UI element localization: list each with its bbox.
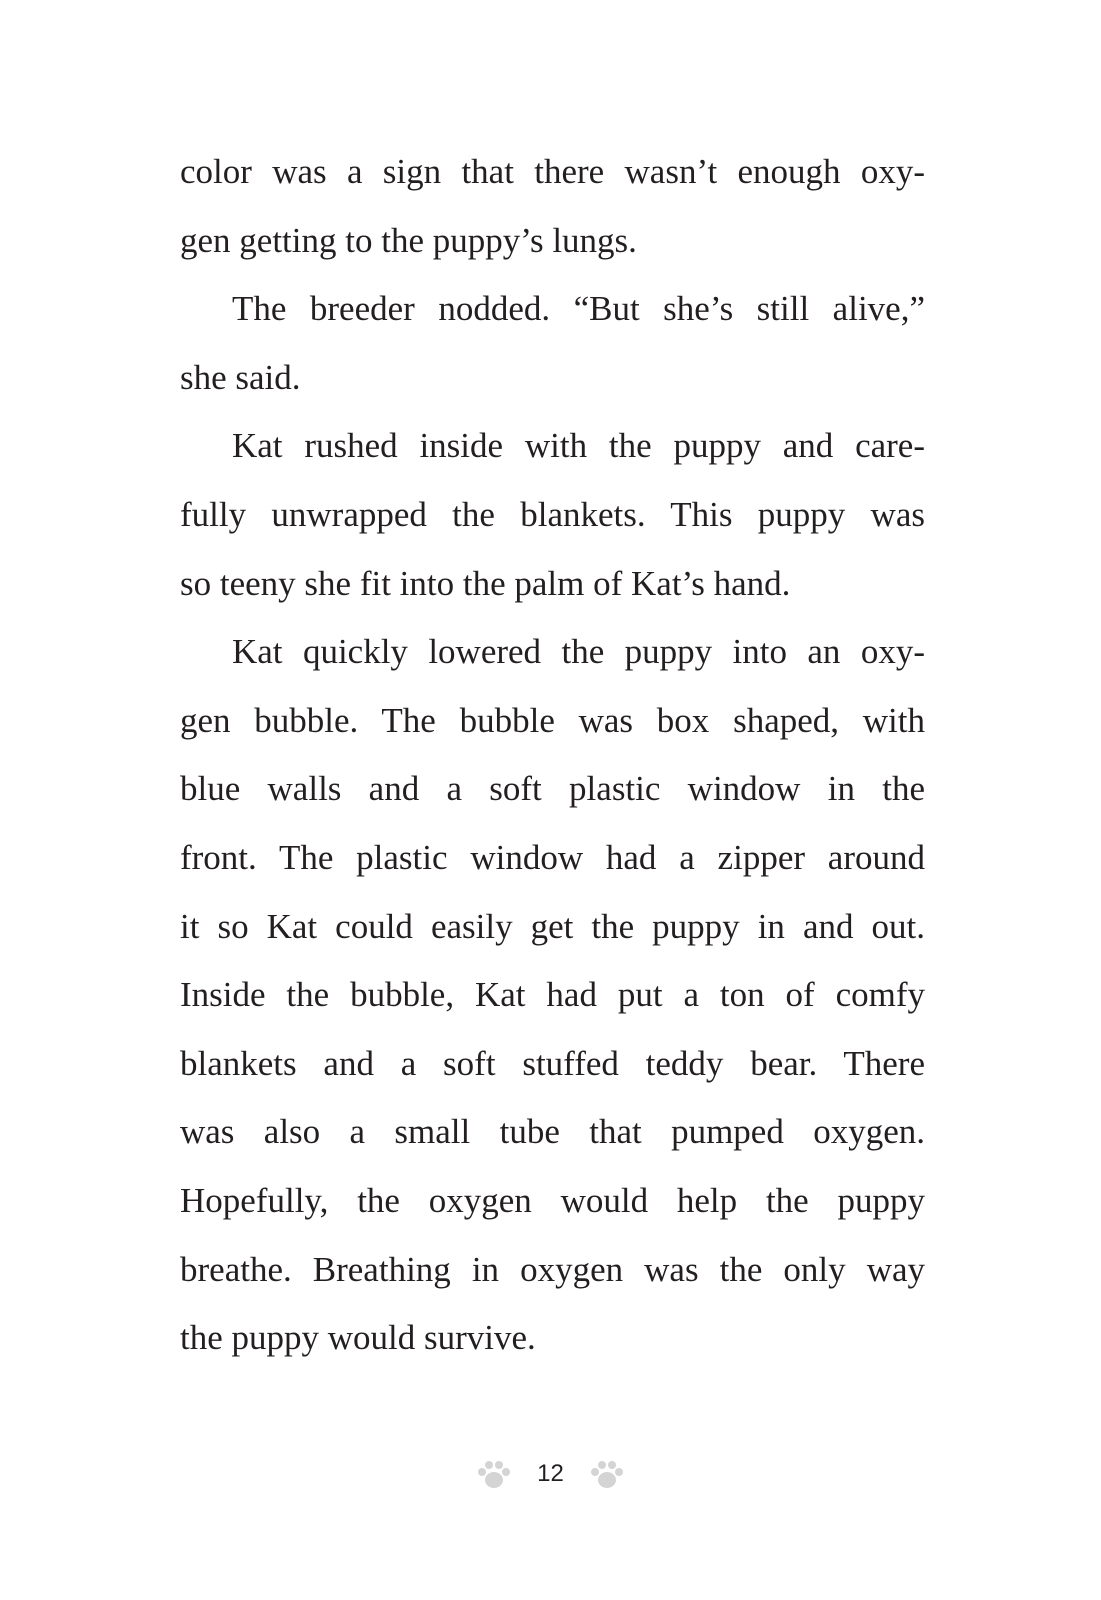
- text-line: color was a sign that there wasn’t enough oxy-: [180, 152, 925, 191]
- text-line: the puppy would survive.: [180, 1318, 536, 1358]
- text-line: breathe. Breathing in oxygen was the only way: [180, 1249, 925, 1289]
- text-line: The breeder nodded. “But she’s still alive,”: [232, 289, 925, 329]
- text-line: fully unwrapped the blankets. This puppy was: [180, 494, 925, 534]
- text-line: Inside the bubble, Kat had put a ton of comfy: [180, 975, 925, 1015]
- text-line: she said.: [180, 357, 301, 397]
- text-line: it so Kat could easily get the puppy in and out.: [180, 906, 925, 946]
- text-line: front. The plastic window had a zipper around: [180, 837, 925, 877]
- text-line: Kat rushed inside with the puppy and care-: [232, 426, 925, 466]
- page-footer: [0, 1458, 1101, 1490]
- text-line: Kat quickly lowered the puppy into an oxy-: [232, 632, 925, 672]
- body-text: [180, 138, 925, 1373]
- text-line: so teeny she fit into the palm of Kat’s hand.: [180, 563, 791, 603]
- text-line: blankets and a soft stuffed teddy bear. There: [180, 1043, 925, 1083]
- text-line: gen getting to the puppy’s lungs.: [180, 220, 637, 260]
- text-line: gen bubble. The bubble was box shaped, with: [180, 700, 925, 740]
- paw-print-icon: [590, 1458, 624, 1490]
- text-line: Hopefully, the oxygen would help the puppy: [180, 1180, 925, 1220]
- text-line: blue walls and a soft plastic window in the: [180, 769, 925, 809]
- paw-print-icon: [477, 1458, 511, 1490]
- text-line: was also a small tube that pumped oxygen.: [180, 1112, 925, 1152]
- page-number: 12: [537, 1460, 564, 1487]
